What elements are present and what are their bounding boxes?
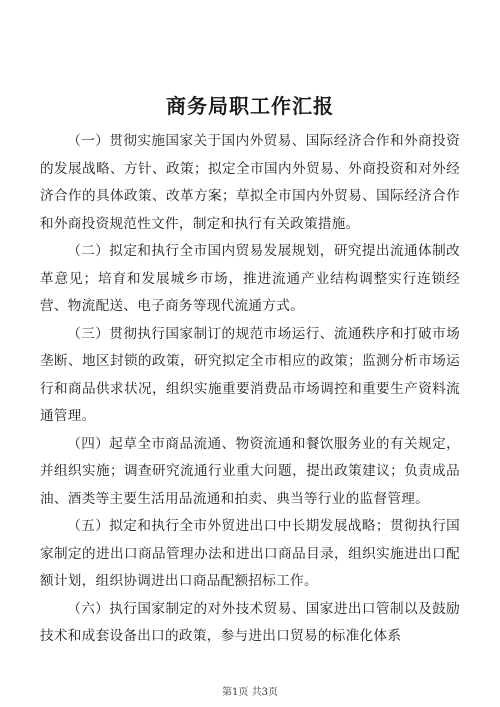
document-title: 商务局职工作汇报	[166, 94, 334, 118]
paragraph-1: （一）贯彻实施国家关于国内外贸易、国际经济合作和外商投资的发展战略、方针、政策；拟定全市国内外贸易、外商投资和对外经济合作的具体政策、改革方案；草拟全市国内外贸易、国际经济合作和外商投资规范性文件，制定和执行有关政策措施。	[40, 133, 460, 232]
document-body	[40, 128, 460, 651]
paragraph-6: （六）执行国家制定的对外技术贸易、国家进出口管制以及鼓励技术和成套设备出口的政策，参与进出口贸易的标准化体系	[40, 600, 460, 644]
paragraph-2: （二）拟定和执行全市国内贸易发展规划，研究提出流通体制改革意见；培育和发展城乡市场，推进流通产业结构调整实行连锁经营、物流配送、电子商务等现代流通方式。	[40, 243, 460, 314]
paragraph-5: （五）拟定和执行全市外贸进出口中长期发展战略；贯彻执行国家制定的进出口商品管理办法和进出口商品目录，组织实施进出口配额计划，组织协调进出口商品配额招标工作。	[40, 518, 460, 589]
paragraph-4: （四）起草全市商品流通、物资流通和餐饮服务业的有关规定，并组织实施；调查研究流通行业重大问题，提出政策建议；负责成品油、酒类等主要生活用品流通和拍卖、典当等行业的监督管理。	[40, 435, 460, 507]
page-number-footer: 第1页 共3页	[222, 687, 278, 698]
paragraph-3: （三）贯彻执行国家制订的规范市场运行、流通秩序和打破市场垄断、地区封锁的政策，研究拟定全市相应的政策；监测分析市场运行和商品供求状况，组织实施重要消费品市场调控和重要生产资料流通管理。	[40, 325, 460, 424]
